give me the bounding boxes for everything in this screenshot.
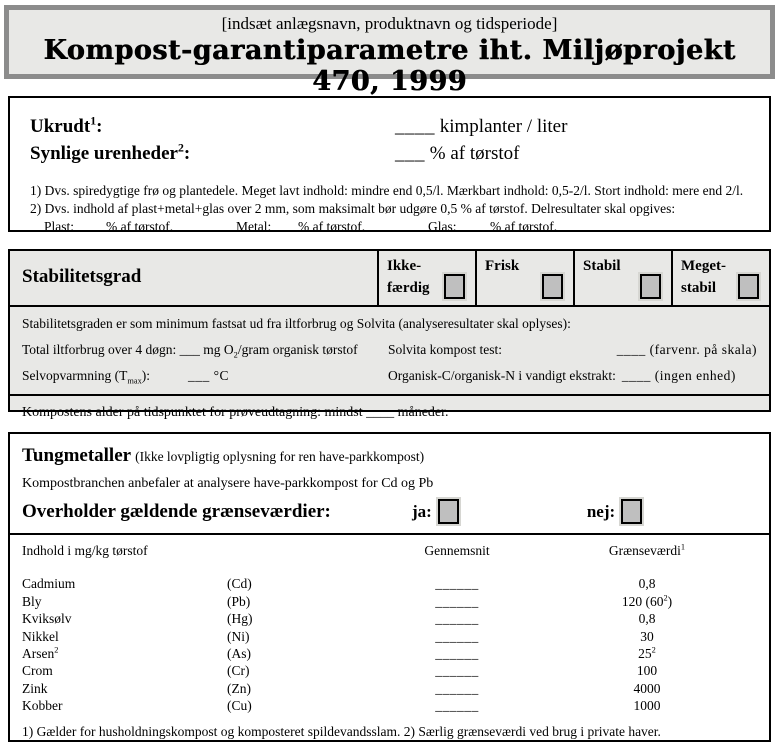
solvita-value: ____ (farvenr. på skala) — [616, 342, 757, 357]
heavy-metals-section — [8, 432, 771, 742]
weeds-colon: : — [96, 116, 103, 137]
self-heating — [22, 368, 388, 384]
oxygen-solvita-row — [22, 342, 757, 358]
oxygen-subscript: 2 — [233, 350, 238, 360]
glass-unit: % af tørstof. — [490, 219, 558, 234]
cn-value: ____ (ingen enhed) — [621, 368, 736, 383]
ikke-faerdig-checkbox[interactable] — [444, 274, 465, 299]
visible-impurities-footnote-ref: 2 — [177, 141, 184, 155]
option-stabil-line1: Stabil — [583, 258, 621, 274]
oxygen-text: Total iltforbrug over 4 døgn: ___ mg O — [22, 342, 234, 357]
compliance-question: Overholder gældende grænseværdier: — [22, 500, 331, 522]
oxygen-consumption — [22, 342, 388, 358]
stability-note: Stabilitetsgraden er som minimum fastsat ud fra iltforbrug og Solvita (analyseresultater skal oplyses): — [22, 316, 571, 331]
yes-label: ja: — [412, 501, 432, 521]
footnote-2: 2) Dvs. indhold af plast+metal+glas over 2 mm, som maksimalt bør udgøre 0,5 % af tørstof. Delresultater skal opgives: — [30, 201, 676, 216]
form-header — [4, 5, 775, 97]
no-label: nej: — [586, 501, 616, 521]
plastic-unit: % af tørstof. — [106, 219, 174, 234]
sub-results-row — [30, 218, 759, 236]
visible-impurities-colon: : — [183, 143, 191, 164]
solvita-label: Solvita kompost test: — [388, 342, 503, 357]
metals-footnote: 1) Gælder for husholdningskompost og komposteret spildevandsslam. 2) Særlig grænseværdi ved brug i private haver. — [22, 723, 661, 739]
form-title: Kompost-garantiparametre iht. Miljøprojekt 470, 1999 — [43, 35, 736, 97]
weeds-value — [395, 113, 567, 140]
selfheat-text: Selvopvarmning (T — [22, 368, 128, 383]
option-ikke-faerdig-line1: Ikke- — [387, 258, 422, 274]
impurities-footnotes — [30, 182, 759, 236]
selfheat-text-post: ): — [141, 368, 151, 383]
visible-impurities-blank: ___ — [395, 143, 425, 164]
column-header-limit: Grænseværdi$^1$ — [608, 542, 686, 558]
metal-label: Metal: — [236, 219, 272, 234]
column-header-average: Gennemsnit — [424, 543, 490, 558]
no-checkbox[interactable] — [621, 499, 642, 524]
option-frisk-line1: Frisk — [485, 258, 520, 274]
stabil-checkbox[interactable] — [640, 274, 661, 299]
footnote-1: 1) Dvs. spiredygtige frø og plantedele. Meget lavt indhold: mindre end 0,5/l. Mærkbart indhold: 0,5-2/l. Stort indhold: mere end 2/l. — [30, 183, 744, 198]
plastic-label: Plast: — [44, 219, 75, 234]
cn-label: Organisk-C/organisk-N i vandigt ekstrakt: — [388, 368, 616, 383]
selfheat-value: ___ °C — [188, 368, 230, 383]
cn-ratio — [388, 368, 757, 384]
stability-title: Stabilitetsgrad — [22, 266, 142, 287]
weeds-label — [30, 113, 395, 140]
option-ikke-faerdig — [377, 251, 475, 305]
weeds-footnote-ref: 1 — [90, 114, 97, 128]
compliance-row — [10, 492, 769, 524]
header-placeholder: [indsæt anlægsnavn, produktnavn og tidsperiode] — [221, 14, 558, 33]
option-meget-stabil-line1: Meget- — [681, 258, 726, 274]
option-meget-stabil — [671, 251, 769, 305]
visible-impurities-unit: % af tørstof — [429, 143, 520, 164]
stability-body — [10, 307, 769, 384]
metals-title-note: (Ikke lovpligtig oplysning for ren have-parkkompost) — [135, 449, 425, 464]
visible-impurities-name: Synlige urenheder — [30, 143, 178, 164]
meget-stabil-checkbox[interactable] — [738, 274, 759, 299]
stability-section — [8, 249, 771, 420]
weeds-row — [30, 113, 759, 140]
column-header-content: Indhold i mg/kg tørstof — [22, 543, 148, 558]
selfheat-cn-row — [22, 368, 757, 384]
compost-age-note: Kompostens alder på tidspunktet for prøveudtagning: mindst ____ måneder. — [10, 394, 769, 430]
yes-checkbox[interactable] — [438, 499, 459, 524]
metals-recommendation: Kompostbranchen anbefaler at analysere have-parkkompost for Cd og Pb — [22, 476, 434, 491]
metal-unit: % af tørstof. — [298, 219, 366, 234]
visible-impurities-value — [395, 140, 519, 167]
impurities-section — [8, 96, 771, 232]
solvita-test — [388, 342, 757, 358]
weeds-unit: kimplanter / liter — [439, 116, 568, 137]
oxygen-text-post: /gram organisk tørstof — [237, 342, 358, 357]
tmax-subscript: max — [127, 376, 142, 386]
weeds-blank: ____ — [395, 116, 435, 137]
option-ikke-faerdig-line2: færdig — [387, 280, 430, 296]
visible-impurities-row — [30, 140, 759, 167]
weeds-name: Ukrudt — [30, 116, 91, 137]
metals-title: Tungmetaller — [22, 445, 132, 466]
metals-table: Indhold i mg/kg tørstof Gennemsnit Grænseværdi$^1$ Cadmium (Cd) ______ 0,8 Bly (Pb) ______ 120 $(60^2)$ Kviksølv (Hg) ______ 0,8 Nikkel (Ni) ______ 30 Arsen$^2$ (As) ______ $25^2$ Crom (Cr) ______ 100 Zink (Zn) ______ 4000 Kobber (Cu) ______ 1000 — [10, 535, 769, 715]
option-stabil — [573, 251, 671, 305]
metals-title-row — [10, 434, 769, 467]
option-frisk — [475, 251, 573, 305]
option-meget-stabil-line2: stabil — [681, 280, 717, 296]
stability-header-row — [10, 251, 769, 307]
glass-label: Glas: — [428, 219, 457, 234]
visible-impurities-label — [30, 140, 395, 167]
frisk-checkbox[interactable] — [542, 274, 563, 299]
